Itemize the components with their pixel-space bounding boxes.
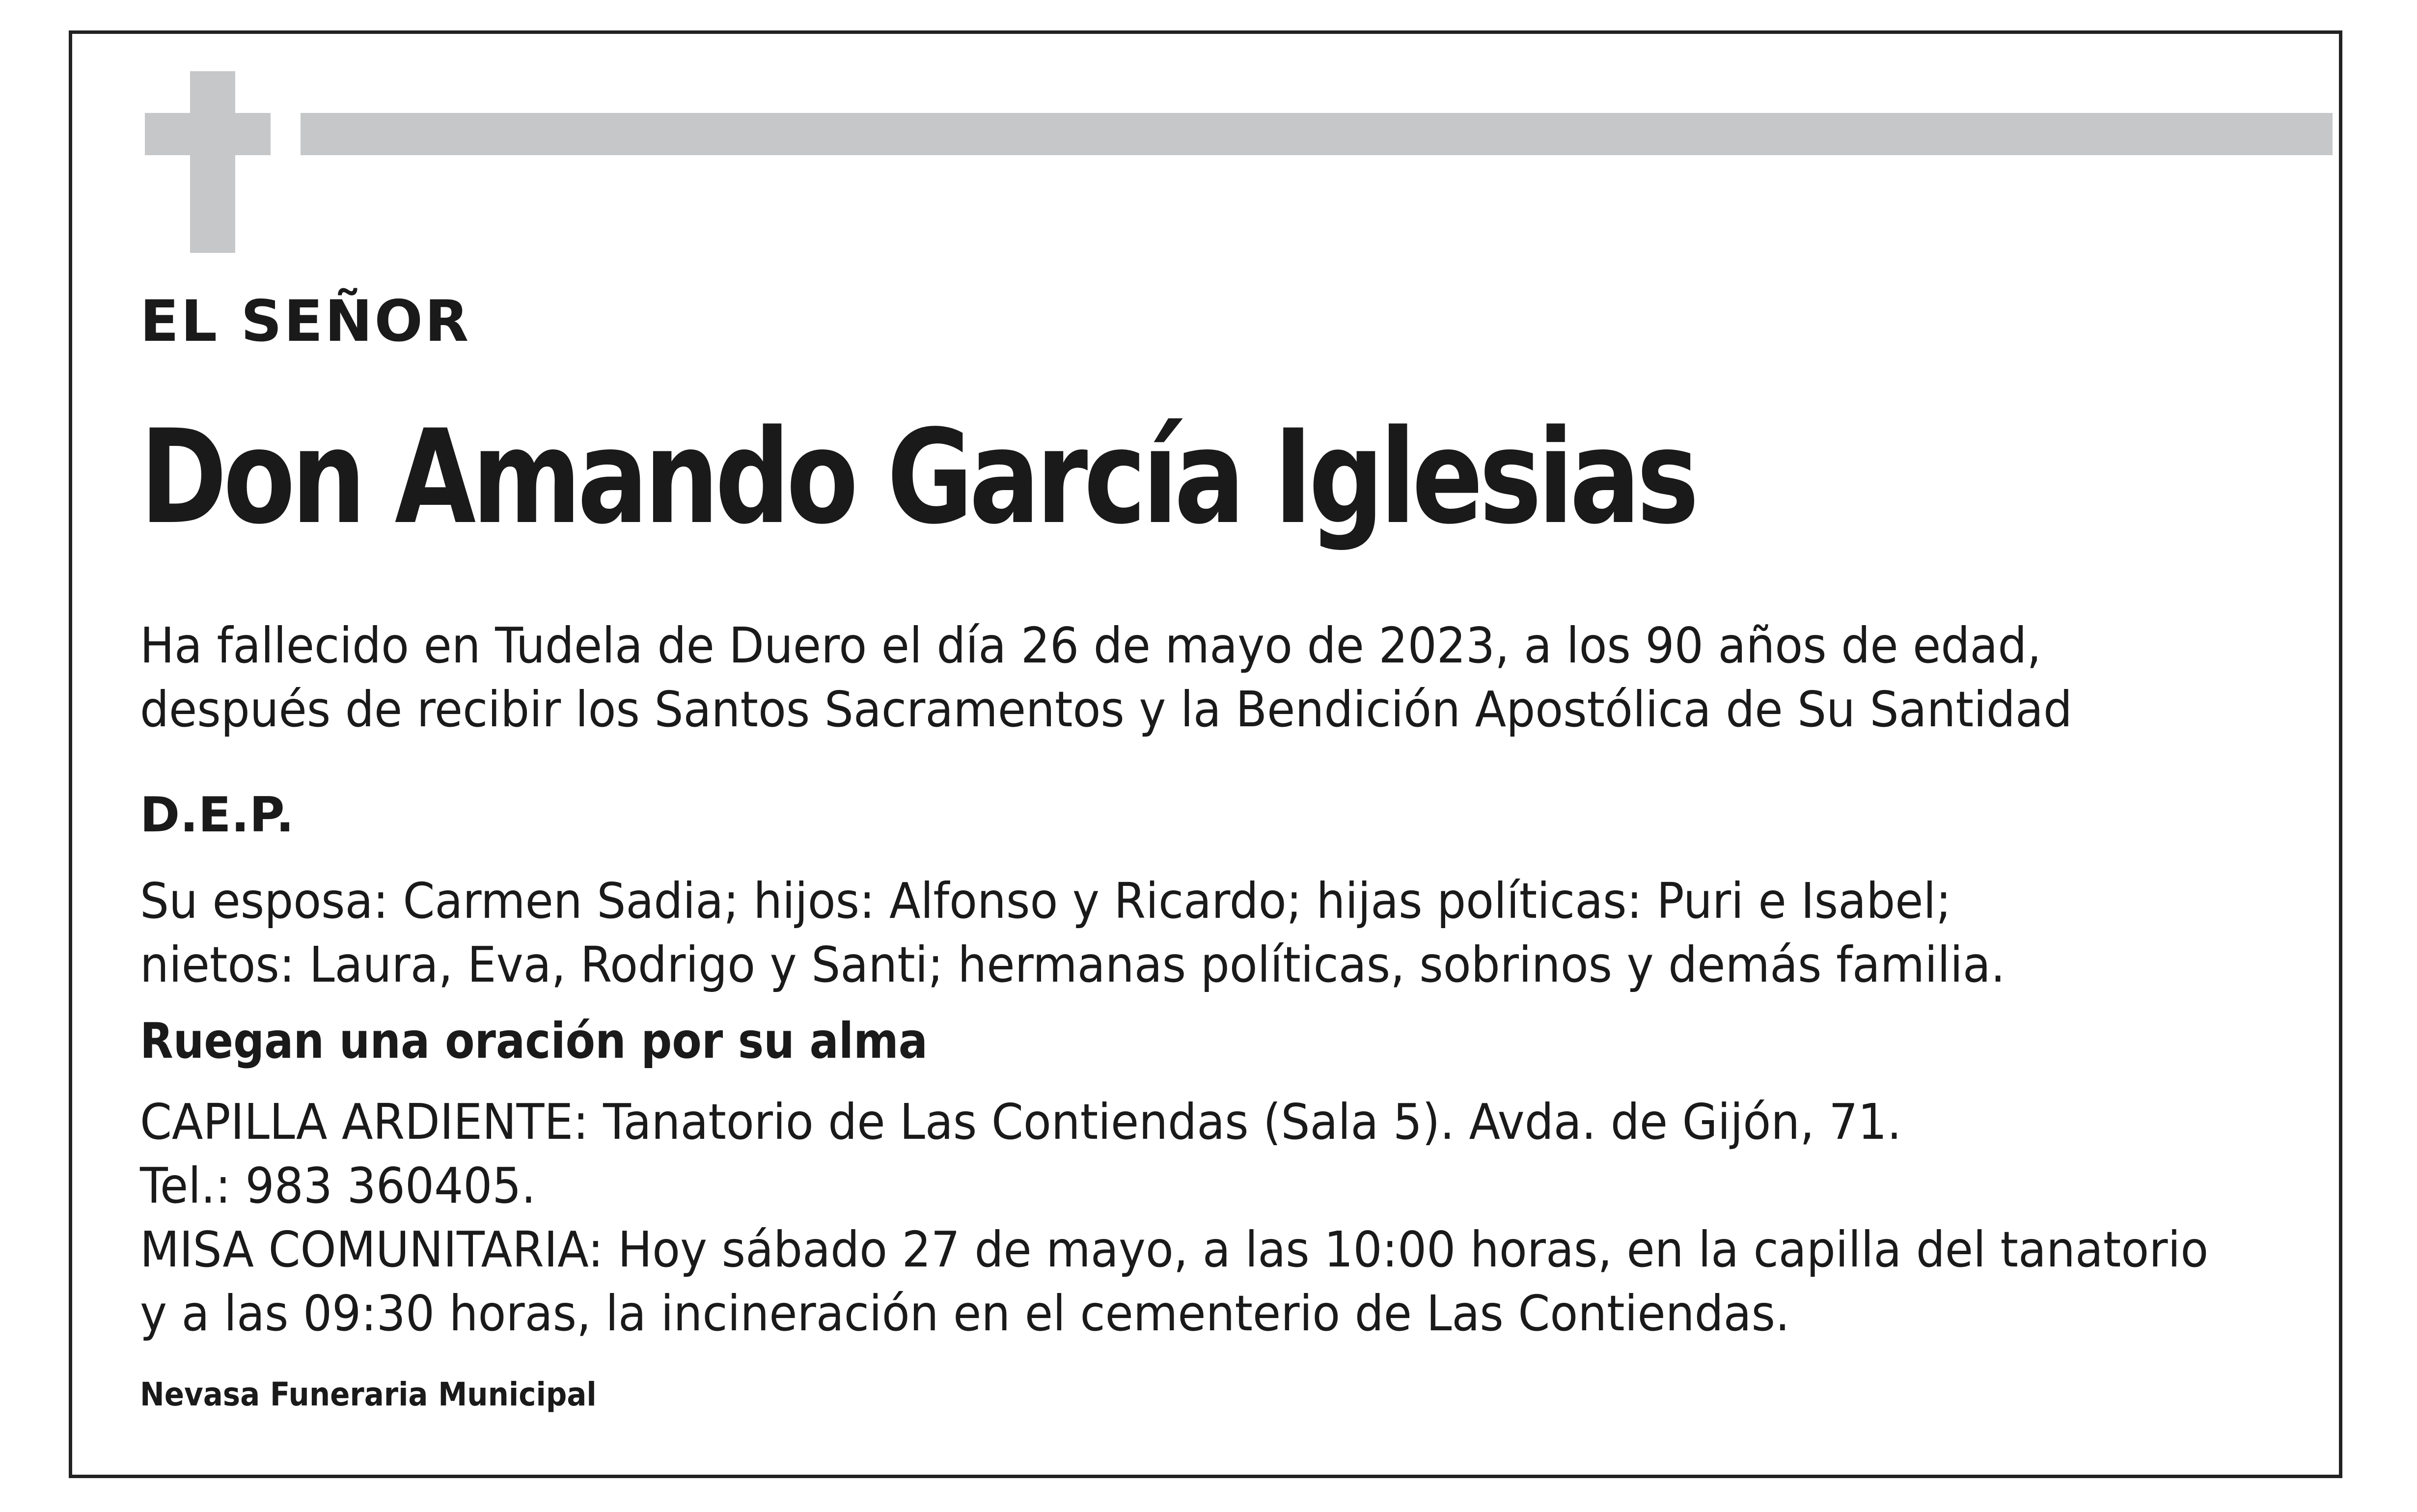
header-divider-bar (301, 113, 2333, 155)
family-line: nietos: Laura, Eva, Rodrigo y Santi; hermanas políticas, sobrinos y demás familia. (140, 936, 2005, 993)
service-line: Tel.: 983 360405. (140, 1157, 536, 1214)
family-line: Su esposa: Carmen Sadia; hijos: Alfonso y Ricardo; hijas políticas: Puri e Isabel; (140, 872, 1951, 930)
prayer-request: Ruegan una oración por su alma (140, 1012, 928, 1070)
cross-vertical-beam (190, 71, 235, 253)
rip-label: D.E.P. (140, 787, 294, 843)
death-announcement-line: después de recibir los Santos Sacramentos y la Bendición Apostólica de Su Santidad (140, 681, 2072, 738)
family-list (140, 869, 2005, 997)
death-announcement (140, 614, 2072, 742)
service-line: y a las 09:30 horas, la incineración en el cementerio de Las Contiendas. (140, 1285, 1790, 1342)
service-line: MISA COMUNITARIA: Hoy sábado 27 de mayo, a las 10:00 horas, en la capilla del tanatorio (140, 1221, 2209, 1278)
cross-horizontal-beam (145, 113, 271, 155)
service-details (140, 1090, 2208, 1346)
death-announcement-line: Ha fallecido en Tudela de Duero el día 26 de mayo de 2023, a los 90 años de edad, (140, 617, 2041, 674)
service-line: CAPILLA ARDIENTE: Tanatorio de Las Contiendas (Sala 5). Avda. de Gijón, 71. (140, 1093, 1902, 1151)
funeral-home-signature: Nevasa Funeraria Municipal (140, 1375, 597, 1413)
honorific-label: EL SEÑOR (140, 288, 471, 355)
deceased-name: Don Amando García Iglesias (140, 402, 1695, 553)
